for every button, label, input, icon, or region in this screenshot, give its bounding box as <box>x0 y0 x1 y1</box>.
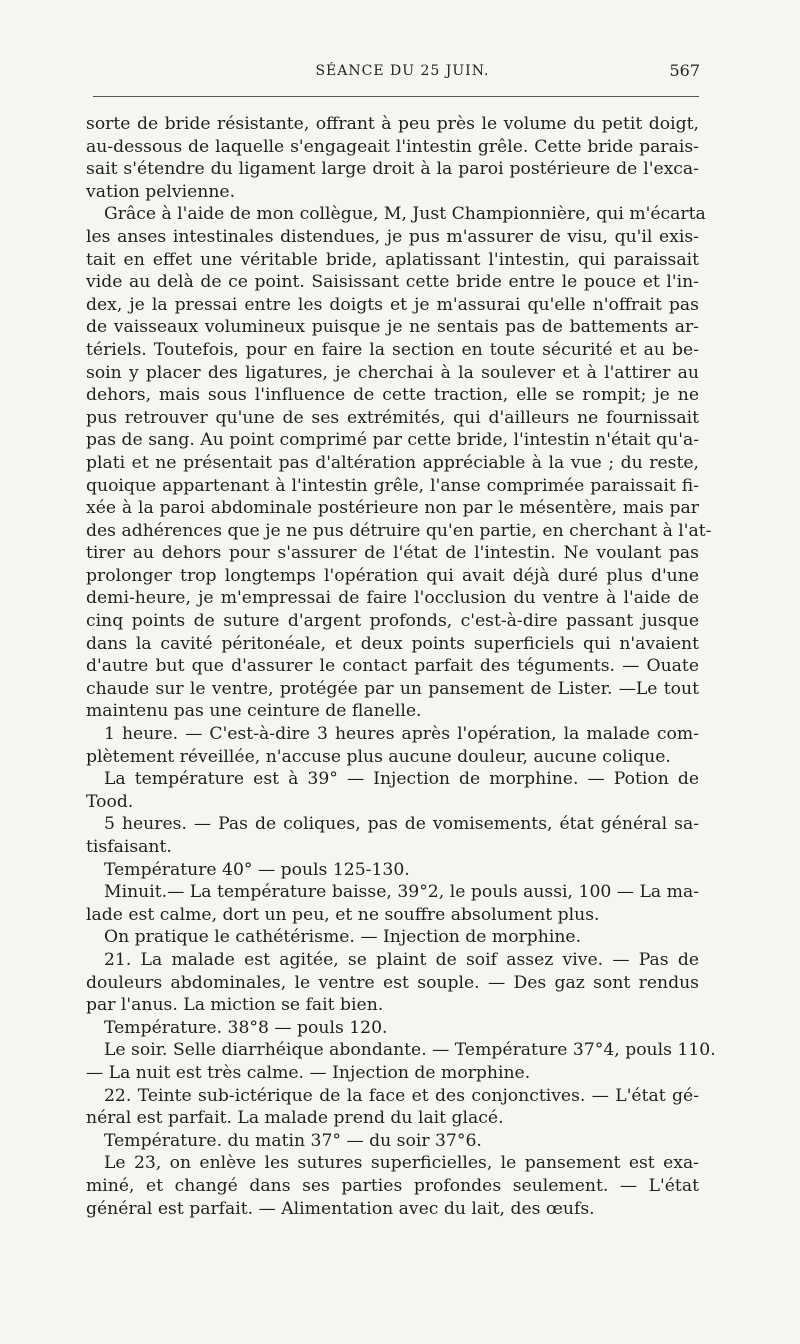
text-line: sorte de bride résistante, offrant à peu près le volume du petit doigt, <box>86 114 699 134</box>
text-line: des adhérences que je ne pus détruire qu'en partie, en cherchant à l'at- <box>86 520 712 541</box>
text-line: de vaisseaux volumineux puisque je ne sentais pas de battements ar- <box>86 317 699 338</box>
text-line: On pratique le cathétérisme. — Injection de morphine. <box>104 927 582 948</box>
header-rule <box>93 96 699 97</box>
text-line: miné, et changé dans ses parties profondes seulement. — L'état <box>86 1175 699 1196</box>
text-line: prolonger trop longtemps l'opération qui avait déjà duré plus d'une <box>86 565 699 586</box>
text-line: lade est calme, dort un peu, et ne souffre absolument plus. <box>86 904 600 925</box>
text-line: par l'anus. La miction se fait bien. <box>86 995 384 1016</box>
text-line: au-dessous de laquelle s'engageait l'intestin grêle. Cette bride parais- <box>86 136 699 157</box>
running-head-title: SÉANCE DU 25 JUIN. <box>315 63 490 79</box>
text-line: 1 heure. — C'est-à-dire 3 heures après l'opération, la malade com- <box>104 724 699 745</box>
text-line: soin y placer des ligatures, je cherchai à la soulever et à l'attirer au <box>86 362 699 383</box>
text-line: La température est à 39° — Injection de morphine. — Potion de <box>104 769 699 790</box>
text-line: néral est parfait. La malade prend du lait glacé. <box>86 1108 504 1129</box>
text-line: sait s'étendre du ligament large droit à la paroi postérieure de l'exca- <box>86 159 699 180</box>
text-line: général est parfait. — Alimentation avec du lait, des œufs. <box>86 1198 595 1219</box>
text-line: Minuit.— La température baisse, 39°2, le pouls aussi, 100 — La ma- <box>104 882 699 903</box>
text-line: 5 heures. — Pas de coliques, pas de vomisements, état général sa- <box>104 814 699 835</box>
text-line: pas de sang. Au point comprimé par cette bride, l'intestin n'était qu'a- <box>86 430 699 451</box>
text-line: demi-heure, je m'empressai de faire l'occlusion du ventre à l'aide de <box>86 588 699 609</box>
text-line: Tood. <box>86 791 134 812</box>
text-line: vide au delà de ce point. Saisissant cette bride entre le pouce et l'in- <box>86 272 699 293</box>
text-line: Grâce à l'aide de mon collègue, M, Just Championnière, qui m'écarta <box>104 204 706 225</box>
text-line: d'autre but que d'assurer le contact parfait des téguments. — Ouate <box>86 656 699 677</box>
text-line: chaude sur le ventre, protégée par un pansement de Lister. —Le tout <box>86 678 699 699</box>
page-number: 567 <box>669 61 700 80</box>
running-head <box>105 63 700 85</box>
text-line: xée à la paroi abdominale postérieure non par le mésentère, mais par <box>86 498 699 519</box>
text-line: tirer au dehors pour s'assurer de l'état de l'intestin. Ne voulant pas <box>86 543 699 564</box>
text-line: Température. 38°8 — pouls 120. <box>104 1017 388 1038</box>
text-line: 22. Teinte sub-ictérique de la face et des conjonctives. — L'état gé- <box>104 1085 699 1106</box>
text-line: tait en effet une véritable bride, aplatissant l'intestin, qui paraissait <box>86 249 699 270</box>
text-line: 21. La malade est agitée, se plaint de soif assez vive. — Pas de <box>104 949 699 970</box>
text-line: dex, je la pressai entre les doigts et je m'assurai qu'elle n'offrait pas <box>86 294 699 315</box>
text-line: tériels. Toutefois, pour en faire la section en toute sécurité et au be- <box>86 339 699 360</box>
text-line: maintenu pas une ceinture de flanelle. <box>86 701 422 722</box>
body-text <box>86 113 716 1220</box>
text-line: — La nuit est très calme. — Injection de morphine. <box>86 1062 531 1083</box>
text-line: cinq points de suture d'argent profonds, c'est-à-dire passant jusque <box>86 611 699 632</box>
text-line: pus retrouver qu'une de ses extrémités, qui d'ailleurs ne fournissait <box>86 407 699 428</box>
text-line: Le 23, on enlève les sutures superficielles, le pansement est exa- <box>104 1153 699 1174</box>
text-line: plètement réveillée, n'accuse plus aucune douleur, aucune colique. <box>86 746 671 767</box>
text-line: dans la cavité péritonéale, et deux points superficiels qui n'avaient <box>86 633 699 654</box>
text-line: Le soir. Selle diarrhéique abondante. — Température 37°4, pouls 110. <box>104 1040 716 1061</box>
text-line: les anses intestinales distendues, je pus m'assurer de visu, qu'il exis- <box>86 226 699 247</box>
text-line: vation pelvienne. <box>86 181 236 202</box>
text-line: quoique appartenant à l'intestin grêle, l'anse comprimée paraissait fi- <box>86 475 699 496</box>
text-line: Température 40° — pouls 125-130. <box>104 859 410 880</box>
text-line: Température. du matin 37° — du soir 37°6. <box>104 1130 482 1151</box>
text-line: douleurs abdominales, le ventre est souple. — Des gaz sont rendus <box>86 972 699 993</box>
text-line: dehors, mais sous l'influence de cette traction, elle se rompit; je ne <box>86 385 699 406</box>
text-line: tisfaisant. <box>86 837 172 857</box>
text-line: plati et ne présentait pas d'altération appréciable à la vue ; du reste, <box>86 452 699 473</box>
